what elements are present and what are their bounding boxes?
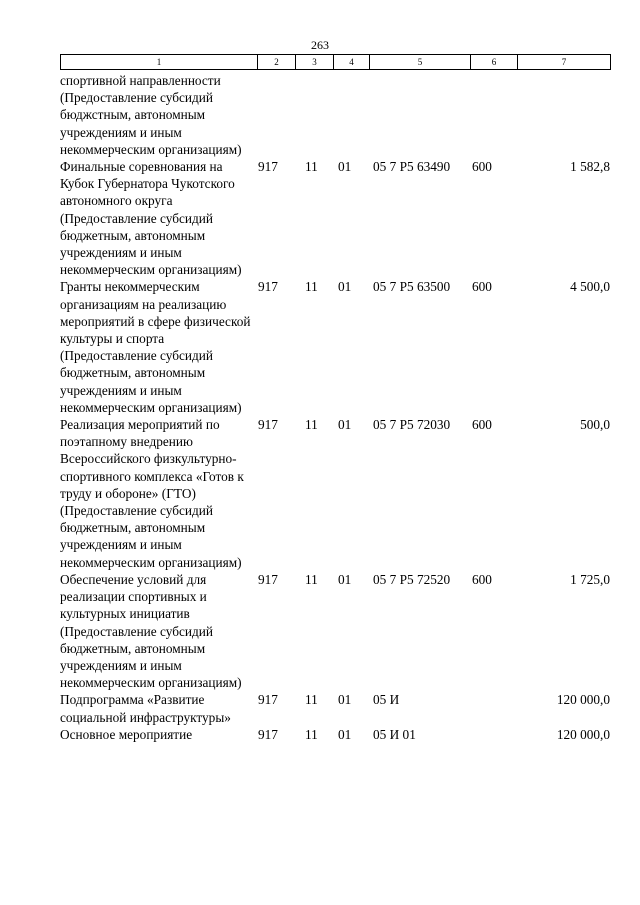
header-row xyxy=(61,55,611,70)
row-section: 11 xyxy=(305,279,318,295)
row-name: Гранты некоммерческим организациям на реализацию мероприятий в сфере физической культуры и спорта (Предоставление субсидий бюджетным, автономным учреждениям и иным некоммерческим организациям) xyxy=(60,279,251,415)
row-name: Основное мероприятие xyxy=(60,726,193,742)
table-row xyxy=(60,571,610,691)
row-section xyxy=(295,72,333,158)
header-col-2: 2 xyxy=(258,55,296,70)
row-amount: 120 000,0 xyxy=(556,692,610,708)
header-col-4: 4 xyxy=(334,55,370,70)
header-col-1: 1 xyxy=(61,55,258,70)
row-subsection: 01 xyxy=(338,571,352,587)
table-row xyxy=(60,72,610,158)
page-number: 263 xyxy=(311,38,329,52)
row-expense-type xyxy=(470,726,517,743)
row-expense-type: 600 xyxy=(472,571,492,587)
row-section: 11 xyxy=(305,571,318,587)
column-number-header xyxy=(60,54,611,70)
row-target-article: 05 7 P5 63500 xyxy=(373,279,451,295)
row-subsection: 01 xyxy=(338,692,352,708)
row-ministry-code: 917 xyxy=(258,417,278,433)
row-subsection: 01 xyxy=(338,726,352,742)
row-expense-type xyxy=(470,691,517,725)
row-ministry-code: 917 xyxy=(258,726,278,742)
row-ministry-code: 917 xyxy=(258,571,278,587)
row-subsection xyxy=(333,72,369,158)
table-row xyxy=(60,726,610,743)
row-amount: 1 582,8 xyxy=(570,159,610,175)
header-col-7: 7 xyxy=(518,55,611,70)
row-expense-type: 600 xyxy=(472,417,492,433)
row-amount: 500,0 xyxy=(580,417,610,433)
row-expense-type xyxy=(470,72,517,158)
row-ministry-code: 917 xyxy=(258,159,278,175)
row-subsection: 01 xyxy=(338,279,352,295)
row-subsection: 01 xyxy=(338,159,352,175)
row-name: Подпрограмма «Развитие социальной инфраструктуры» xyxy=(60,692,231,725)
row-section: 11 xyxy=(305,726,318,742)
row-name: Финальные соревнования на Кубок Губернатора Чукотского автономного округа (Предоставление субсидий бюджетным, автономным учреждениям и иным некоммерческим организациям) xyxy=(60,159,242,278)
row-ministry-code xyxy=(257,72,295,158)
row-expense-type: 600 xyxy=(472,279,492,295)
row-ministry-code: 917 xyxy=(258,279,278,295)
row-target-article: 05 7 P5 72520 xyxy=(373,571,451,587)
row-target-article: 05 И xyxy=(373,692,400,708)
row-section: 11 xyxy=(305,417,318,433)
budget-table xyxy=(60,72,610,743)
row-amount: 120 000,0 xyxy=(556,726,610,742)
row-target-article xyxy=(369,72,470,158)
header-col-3: 3 xyxy=(296,55,334,70)
table-row xyxy=(60,691,610,725)
row-amount: 1 725,0 xyxy=(570,571,610,587)
row-name: спортивной направленности (Предоставление субсидий бюджстным, автономным учреждениям и иным некоммерческим организациям) xyxy=(60,73,242,157)
row-name: Реализация мероприятий по поэтапному внедрению Всероссийского физкультурно-спортивного комплекса «Готов к труду и обороне» (ГТО) (Предоставление субсидий бюджетным, автономным учреждениям и иным некоммерческим организациям) xyxy=(60,417,244,570)
header-col-5: 5 xyxy=(370,55,471,70)
row-name: Обеспечение условий для реализации спортивных и культурных инициатив (Предоставление субсидий бюджетным, автономным учреждениям и иным некоммерческим организациям) xyxy=(60,571,242,691)
row-ministry-code: 917 xyxy=(258,692,278,708)
table-row xyxy=(60,278,610,416)
row-section: 11 xyxy=(305,159,318,175)
row-amount xyxy=(517,72,610,158)
row-target-article: 05 7 P5 63490 xyxy=(373,159,451,175)
row-target-article: 05 7 P5 72030 xyxy=(373,417,451,433)
table-row xyxy=(60,416,610,571)
table-row xyxy=(60,158,610,278)
row-amount: 4 500,0 xyxy=(570,279,610,295)
row-target-article: 05 И 01 xyxy=(373,726,416,742)
row-expense-type: 600 xyxy=(472,159,492,175)
header-col-6: 6 xyxy=(471,55,518,70)
row-subsection: 01 xyxy=(338,417,352,433)
row-section: 11 xyxy=(305,692,318,708)
